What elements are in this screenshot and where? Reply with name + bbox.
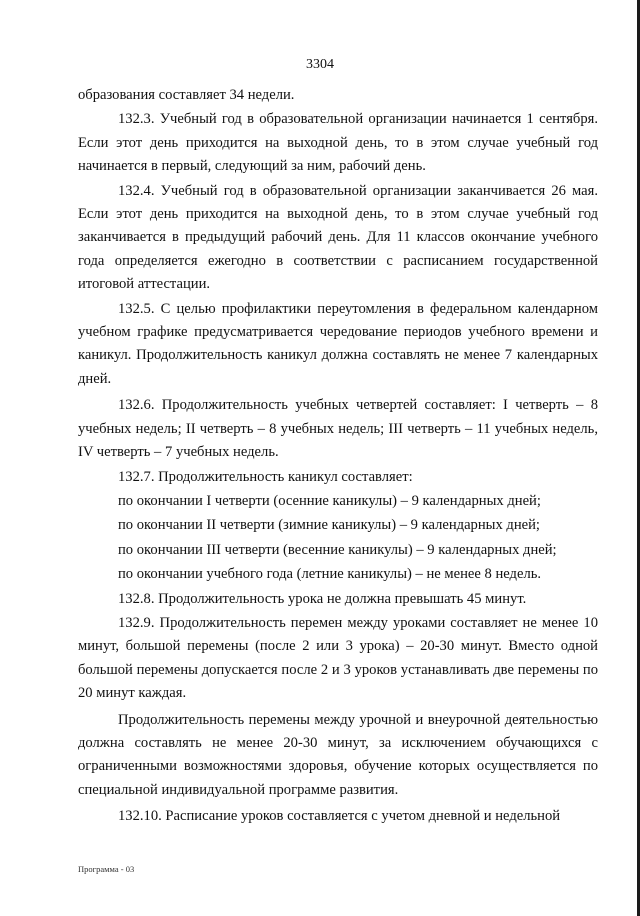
document-body bbox=[78, 84, 598, 829]
paragraph-132-5: 132.5. С целью профилактики переутомления в федеральном календарном учебном графике предусматривается чередование периодов учебного времени и каникул. Продолжительность каникул должна составлять не менее 7 календарных дней. bbox=[78, 300, 598, 387]
paragraph-132-3: 132.3. Учебный год в образовательной организации начинается 1 сентября. Если этот день приходится на выходной день, то в этом случае учебный год начинается в первый, следующий за ним, рабочий день. bbox=[78, 111, 598, 175]
paragraph-132-7: 132.7. Продолжительность каникул составляет: bbox=[118, 468, 413, 485]
paragraph-breaks: Продолжительность перемены между урочной и внеурочной деятельностью должна составлять не менее 20-30 минут, за исключением обучающихся с ограниченными возможностями здоровья, обучение которых осуществляется по специальной индивидуальной программе развития. bbox=[78, 711, 598, 798]
list-item: по окончании III четверти (весенние каникулы) – 9 календарных дней; bbox=[118, 541, 557, 558]
paragraph-132-8: 132.8. Продолжительность урока не должна превышать 45 минут. bbox=[118, 590, 527, 607]
list-item: по окончании I четверти (осенние каникулы) – 9 календарных дней; bbox=[118, 492, 541, 509]
paragraph-continuation: образования составляет 34 недели. bbox=[78, 87, 295, 103]
list-item: по окончании II четверти (зимние каникулы) – 9 календарных дней; bbox=[118, 517, 540, 534]
paragraph-132-4: 132.4. Учебный год в образовательной организации заканчивается 26 мая. Если этот день приходится на выходной день, то в этом случае учебный год заканчивается в предыдущий рабочий день. Для 11 классов окончание учебного года определяется ежегодно в соответствии с расписанием государственной итоговой аттестации. bbox=[78, 182, 598, 293]
paragraph-132-6: 132.6. Продолжительность учебных четвертей составляет: I четверть – 8 учебных недель; II четверть – 8 учебных недель; III четверть – 11 учебных недель, IV четверть – 7 учебных недель. bbox=[78, 397, 598, 461]
list-item: по окончании учебного года (летние каникулы) – не менее 8 недель. bbox=[118, 566, 542, 583]
page-number: 3304 bbox=[306, 57, 334, 72]
footer-label: Программа - 03 bbox=[78, 864, 135, 874]
paragraph-132-9: 132.9. Продолжительность перемен между уроками составляет не менее 10 минут, большой перемены (после 2 или 3 урока) – 20-30 минут. Вместо одной большой перемены допускается после 2 и 3 уроков устанавливать две перемены по 20 минут каждая. bbox=[78, 614, 598, 702]
paragraph-132-10: 132.10. Расписание уроков составляется с учетом дневной и недельной bbox=[118, 808, 561, 825]
